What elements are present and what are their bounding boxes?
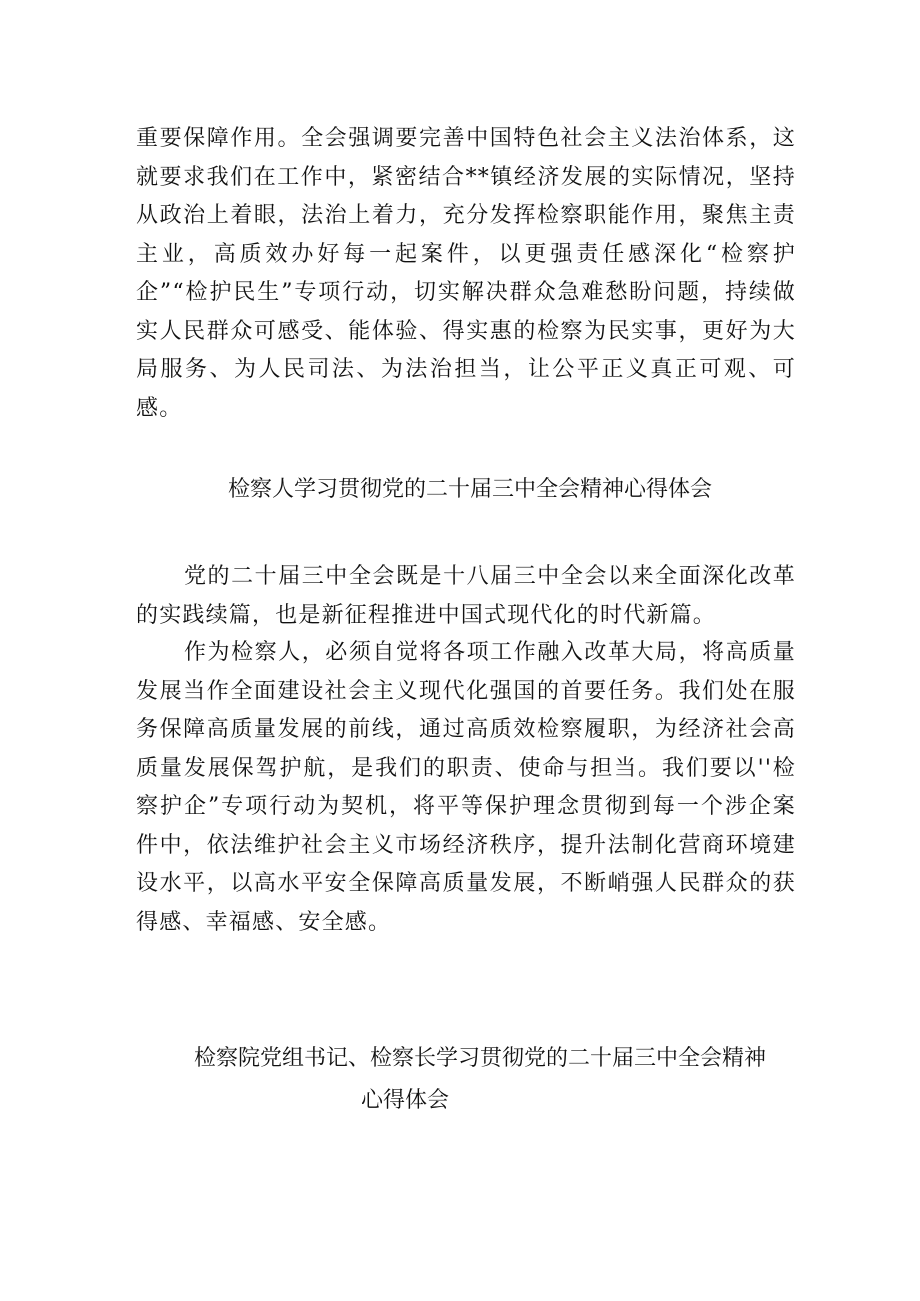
- intro-paragraph: 重要保障作用。全会强调要完善中国特色社会主义法治体系，这就要求我们在工作中，紧密结合**镇经济发展的实际情况，坚持从政治上着眼，法治上着力，充分发挥检察职能作用，聚焦主责主业，高质效办好每一起案件，以更强责任感深化“检察护企”“检护民生”专项行动，切实解决群众急难愁盼问题，持续做实人民群众可感受、能体验、得实惠的检察为民实事，更好为大局服务、为人民司法、为法治担当，让公平正义真正可观、可感。: [136, 126, 796, 421]
- section-title-2: [160, 1038, 800, 1122]
- section-title-2-line2: 心得体会: [360, 1088, 449, 1113]
- section1-paragraph-2: 作为检察人，必须自觉将各项工作融入改革大局，将高质量发展当作全面建设社会主义现代化强国的首要任务。我们处在服务保障高质量发展的前线，通过高质效检察履职，为经济社会高质量发展保驾护航，是我们的职责、使命与担当。我们要以''检察护企”专项行动为契机，将平等保护理念贯彻到每一个涉企案件中，依法维护社会主义市场经济秩序，提升法制化营商环境建设水平，以高水平安全保障高质量发展，不断峭强人民群众的获得感、幸福感、安全感。: [136, 640, 796, 935]
- section1-paragraph-1: 党的二十届三中全会既是十八届三中全会以来全面深化改革的实践续篇，也是新征程推进中国式现代化的时代新篇。: [136, 564, 796, 628]
- section-title-1: 检察人学习贯彻党的二十届三中全会精神心得体会: [227, 477, 712, 502]
- section-title-2-line1: 检察院党组书记、检察长学习贯彻党的二十届三中全会精神: [193, 1046, 766, 1071]
